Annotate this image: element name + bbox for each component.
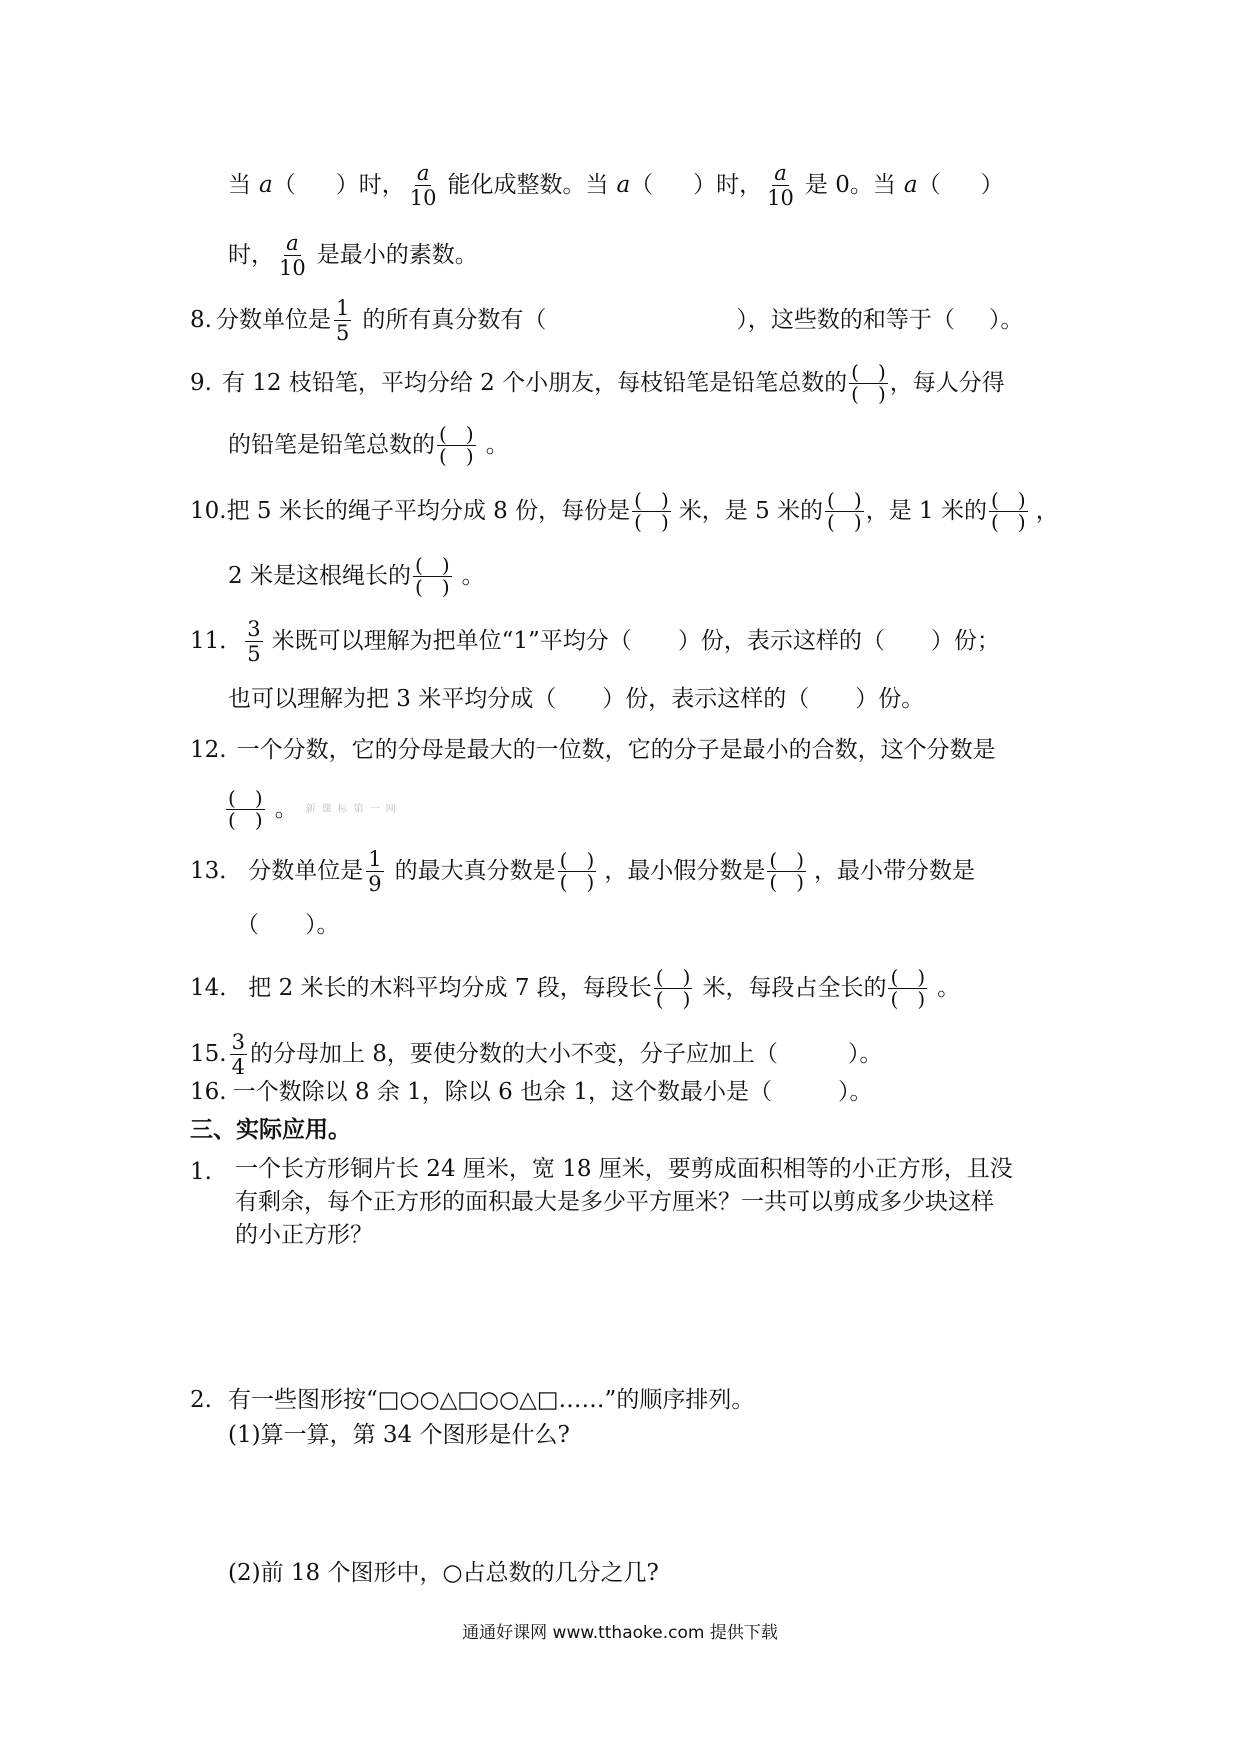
q13-text: （ ）。 — [236, 912, 340, 938]
q9-text: ，每人分得 — [889, 370, 1005, 396]
q9-text: 。 — [485, 432, 509, 458]
q10-text: 米，是 5 米的 — [678, 498, 824, 524]
q7-frac-num: a — [416, 161, 430, 185]
paren-blank: ( ) — [559, 870, 595, 895]
app2-number: 2. — [190, 1387, 212, 1413]
q11-line1 — [190, 618, 1000, 665]
section-title — [190, 1119, 351, 1142]
q7-frac-num: a — [774, 161, 787, 185]
q9-text: 的铅笔是铅笔总数的 — [228, 432, 435, 458]
q15-text: ）。 — [847, 1041, 883, 1068]
paren-blank: ( ) — [655, 987, 691, 1011]
q13-line1 — [190, 848, 975, 895]
paren-blank: ( ) — [769, 848, 805, 873]
footer — [0, 1618, 1240, 1643]
q13-frac-num: 1 — [368, 847, 382, 871]
q7-line1 — [228, 162, 1004, 209]
q15-fraction — [230, 1031, 247, 1078]
app1-number-text: 1. — [190, 1159, 212, 1185]
q13-text: ，最小带分数是 — [814, 858, 976, 885]
q14-number: 14． — [190, 975, 243, 1001]
q7-var: a — [903, 172, 918, 199]
app1-line: 的小正方形？ — [235, 1222, 373, 1248]
q13-text: 分数单位是 — [248, 858, 364, 885]
q14-blank-fraction — [654, 967, 693, 1010]
q7-frac-den: 10 — [279, 256, 306, 281]
q10-line2 — [228, 555, 485, 598]
q7-var: a — [616, 172, 631, 199]
footer-text: 通通好课网 www.tthaoke.com 提供下载 — [462, 1623, 778, 1643]
q13-text: 的最大真分数是 — [394, 858, 556, 885]
q8 — [190, 297, 1023, 344]
q12-blank-fraction — [226, 788, 265, 831]
q8-text: ），这些数的和等于（ — [736, 307, 955, 334]
paren-blank: ( ) — [890, 987, 926, 1011]
q10-text: 把 5 米长的绳子平均分成 8 份，每份是 — [226, 498, 631, 524]
paren-blank: ( ) — [559, 848, 595, 873]
app2-sub2 — [228, 1562, 659, 1585]
q7-blank-close: ）时， — [335, 172, 405, 199]
q8-fraction — [334, 297, 351, 344]
paren-blank: ( ) — [228, 786, 263, 810]
q9-blank-fraction — [849, 362, 888, 405]
q7-text: 时， — [228, 242, 274, 269]
q14-text: 。 — [937, 975, 961, 1001]
app2-line1 — [190, 1389, 754, 1412]
q15-frac-den: 4 — [231, 1055, 245, 1080]
paren-blank: ( ) — [414, 553, 450, 577]
q15-frac-num: 3 — [231, 1030, 245, 1054]
q11-text: ）份，表示这样的（ — [677, 628, 885, 655]
q8-number: 8. — [190, 307, 212, 334]
q7-frac-num: a — [286, 231, 299, 255]
q7-blank: （ — [630, 172, 654, 199]
q13-number: 13． — [190, 858, 243, 885]
q9-line1 — [190, 362, 1005, 405]
q7-text: 是最小的素数。 — [316, 242, 478, 269]
q7-fraction — [277, 232, 308, 279]
q14 — [190, 967, 960, 1010]
q12-line1 — [190, 739, 996, 762]
q11-text: ）份。 — [855, 686, 925, 712]
q11-text: ）份，表示这样的（ — [602, 686, 810, 712]
q16-number: 16. — [190, 1079, 227, 1105]
app2-sub2-text: (2)前 18 个图形中，○占总数的几分之几? — [228, 1560, 659, 1586]
q15 — [190, 1031, 882, 1078]
q12-line2 — [224, 788, 402, 831]
q11-fraction — [245, 618, 262, 665]
q13-blank-fraction — [767, 850, 806, 893]
q15-number: 15. — [190, 1041, 227, 1068]
q10-line1 — [190, 490, 1059, 533]
q11-text: ）份； — [930, 628, 1000, 655]
paren-blank: ( ) — [634, 488, 669, 512]
q10-blank-fraction — [413, 555, 452, 598]
paren-blank: ( ) — [655, 965, 691, 989]
q7-text: 是 0。当 — [804, 172, 896, 199]
q10-text: 。 — [461, 563, 485, 589]
q7-text: 当 — [228, 172, 251, 199]
q8-frac-den: 5 — [335, 321, 350, 346]
paren-blank: ( ) — [827, 510, 862, 534]
paren-blank: ( ) — [769, 870, 805, 895]
q14-text: 把 2 米长的木料平均分成 7 段，每段长 — [248, 975, 652, 1001]
q16-text: 一个数除以 8 余 1，除以 6 也余 1，这个数最小是（ — [232, 1079, 772, 1105]
q13-line2 — [236, 914, 340, 937]
q13-blank-fraction — [558, 850, 597, 893]
q7-blank: （ — [272, 172, 296, 199]
paren-blank: ( ) — [991, 510, 1026, 534]
q12-text: 。 — [274, 796, 298, 822]
q8-text: 分数单位是 — [215, 307, 331, 334]
q7-blank-close: ） — [980, 172, 1004, 199]
q9-text: 有 12 枝铅笔，平均分给 2 个小朋友，每枝铅笔是铅笔总数的 — [221, 370, 848, 396]
paren-blank: ( ) — [414, 575, 450, 599]
q11-text: 米既可以理解为把单位“1”平均分（ — [271, 628, 632, 655]
q7-line2 — [228, 232, 478, 279]
app2-sub1 — [228, 1424, 570, 1447]
q10-blank-fraction — [825, 490, 864, 533]
q16-text: ）。 — [837, 1079, 873, 1105]
q10-text: 2 米是这根绳长的 — [228, 563, 411, 589]
q8-frac-num: 1 — [335, 296, 350, 320]
q13-text: ，最小假分数是 — [604, 858, 766, 885]
q14-text: 米，每段占全长的 — [702, 975, 887, 1001]
paren-blank: ( ) — [827, 488, 862, 512]
q7-frac-den: 10 — [767, 186, 794, 211]
q7-blank-close: ）时， — [693, 172, 763, 199]
app1-line: 一个长方形铜片长 24 厘米，宽 18 厘米，要剪成面积相等的小正方形，且没 — [235, 1156, 1013, 1182]
q7-text: 能化成整数。当 — [447, 172, 609, 199]
q7-var: a — [259, 172, 273, 199]
q11-frac-den: 5 — [247, 642, 261, 667]
q10-blank-fraction — [989, 490, 1028, 533]
paren-blank: ( ) — [851, 382, 886, 406]
app1-number — [190, 1161, 212, 1184]
app1-body — [235, 1153, 1013, 1252]
q11-number: 11． — [190, 628, 243, 655]
paren-blank: ( ) — [890, 965, 926, 989]
section-title-text: 三、实际应用。 — [190, 1117, 351, 1143]
paren-blank: ( ) — [634, 510, 669, 534]
q13-frac-den: 9 — [368, 872, 382, 897]
paren-blank: ( ) — [991, 488, 1026, 512]
q7-blank: （ — [917, 172, 941, 199]
q13-fraction — [366, 848, 383, 895]
q8-text: 的所有真分数有（ — [362, 307, 547, 334]
q10-number: 10. — [190, 498, 227, 524]
q12-number: 12. — [190, 737, 227, 763]
q9-number: 9. — [190, 370, 212, 396]
q10-blank-fraction — [632, 490, 671, 533]
q7-fraction — [408, 162, 439, 209]
watermark: 新课标第一网 — [305, 803, 402, 815]
q7-fraction — [765, 162, 796, 209]
q15-text: 的分母加上 8，要使分数的大小不变，分子应加上（ — [249, 1041, 778, 1068]
q7-frac-den: 10 — [409, 186, 437, 211]
q9-line2 — [228, 424, 509, 467]
q11-line2 — [228, 688, 924, 711]
app1-line: 有剩余，每个正方形的面积最大是多少平方厘米？一共可以剪成多少块这样 — [235, 1189, 994, 1215]
q10-text: ，是 1 米的 — [865, 498, 987, 524]
q8-text: ）。 — [988, 307, 1024, 334]
q11-text: 也可以理解为把 3 米平均分成（ — [228, 686, 557, 712]
q11-frac-num: 3 — [247, 617, 261, 641]
paren-blank: ( ) — [228, 808, 263, 832]
q9-blank-fraction — [437, 424, 476, 467]
q16 — [190, 1081, 872, 1104]
paren-blank: ( ) — [851, 360, 886, 384]
paren-blank: ( ) — [439, 444, 474, 468]
q12-text: 一个分数，它的分母是最大的一位数，它的分子是最小的合数，这个分数是 — [236, 737, 996, 763]
app2-text: 有一些图形按“□○○△□○○△□……”的顺序排列。 — [227, 1387, 755, 1413]
paren-blank: ( ) — [439, 422, 474, 446]
q10-text: ， — [1035, 498, 1059, 524]
q14-blank-fraction — [888, 967, 927, 1010]
app2-sub1-text: (1)算一算，第 34 个图形是什么? — [228, 1422, 570, 1448]
